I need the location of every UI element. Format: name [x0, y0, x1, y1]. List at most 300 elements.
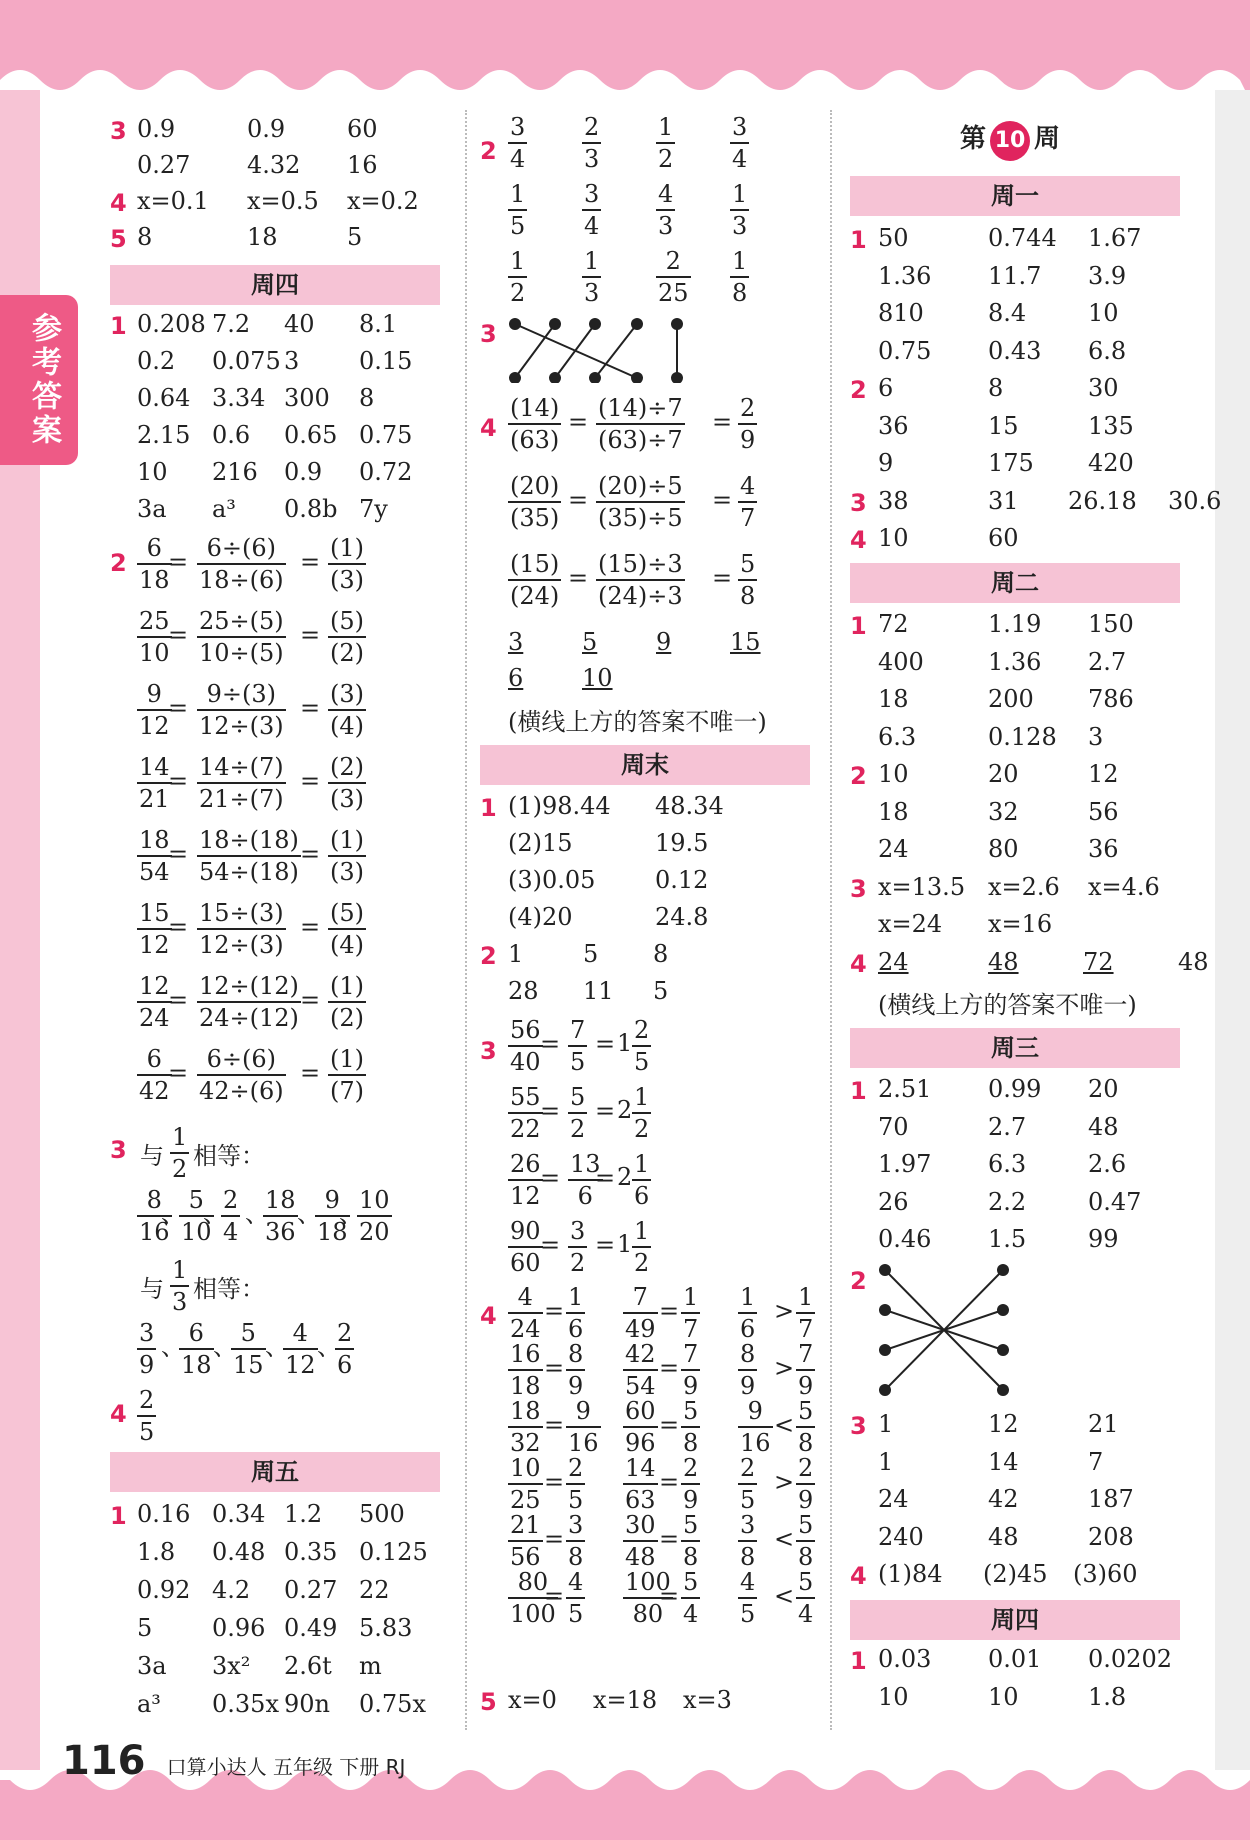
answer-value: a³ — [212, 495, 236, 523]
fraction — [796, 1282, 815, 1344]
section-header: 周四 — [110, 265, 440, 305]
answer-value: 38 — [878, 486, 909, 515]
symbol: = — [595, 1030, 616, 1058]
fraction — [566, 1510, 585, 1572]
answer-value: 0.27 — [137, 151, 191, 179]
fraction — [596, 393, 685, 455]
fraction — [508, 1082, 543, 1144]
fraction — [623, 1453, 658, 1515]
fraction — [137, 898, 172, 960]
answer-value: 0.125 — [359, 1538, 428, 1566]
answer-value: 1.67 — [1088, 224, 1142, 252]
denominator: 8 — [568, 1543, 584, 1571]
denominator: 9 — [683, 1372, 699, 1400]
numerator: 2 — [796, 1453, 815, 1485]
numerator: 5 — [681, 1396, 700, 1428]
symbol: = — [544, 1468, 565, 1496]
answer-value: 1 — [878, 1410, 894, 1438]
numerator: 1 — [582, 246, 601, 278]
numerator: 9 — [315, 1185, 350, 1217]
symbol: = — [168, 621, 189, 649]
answer-value: 28 — [508, 977, 539, 1005]
numerator: 1 — [796, 1282, 815, 1314]
answer-value: 12 — [988, 1410, 1019, 1438]
symbol: = — [168, 694, 189, 722]
fraction — [137, 752, 172, 814]
fraction — [221, 1185, 240, 1247]
denominator: 6 — [577, 1182, 593, 1210]
denominator: 22 — [510, 1115, 541, 1143]
fraction — [328, 971, 366, 1033]
answer-value: 相等： — [193, 1275, 265, 1303]
denominator: 5 — [568, 1600, 584, 1628]
symbol: = — [544, 1582, 565, 1610]
answer-value: 6.3 — [878, 722, 917, 751]
fraction — [656, 246, 691, 308]
numerator: 3 — [738, 1510, 757, 1542]
answer-value: 11 — [583, 977, 614, 1005]
denominator: 9 — [139, 1351, 155, 1379]
answer-value: 420 — [1088, 449, 1134, 477]
answer-value: 18 — [878, 797, 909, 826]
question-number: 1 — [110, 1502, 127, 1530]
answer-value: 0.16 — [137, 1500, 191, 1528]
denominator: 9 — [568, 1372, 584, 1400]
fraction — [582, 112, 601, 174]
numerator: 2 — [632, 1015, 651, 1047]
fraction — [632, 1015, 651, 1077]
answer-value: 26 — [878, 1187, 909, 1216]
week-number-badge: 10 — [990, 121, 1030, 161]
answer-value: 8.4 — [988, 299, 1027, 327]
answer-value: 0.75x — [359, 1690, 426, 1718]
numerator: 1 — [632, 1149, 651, 1181]
answer-value: 1.36 — [988, 647, 1042, 676]
denominator: 8 — [798, 1543, 814, 1571]
answer-value: 0.65 — [284, 421, 338, 449]
denominator: (2) — [330, 639, 364, 667]
answer-value: 42 — [988, 1485, 1019, 1513]
denominator: 5 — [568, 1486, 584, 1514]
answer-value: x=0.2 — [347, 187, 419, 215]
numerator: (14)÷7 — [596, 393, 685, 425]
denominator: 24 — [139, 1004, 170, 1032]
fraction — [656, 112, 675, 174]
fraction — [738, 1510, 757, 1572]
answer-value: 5 — [582, 628, 598, 656]
denominator: 54 — [139, 858, 170, 886]
denominator: 8 — [683, 1543, 699, 1571]
answer-value: 208 — [1088, 1522, 1134, 1551]
numerator: (5) — [328, 606, 366, 638]
fraction — [738, 1453, 757, 1515]
denominator: 4 — [510, 145, 526, 173]
symbol: < — [774, 1525, 795, 1553]
fraction — [328, 679, 366, 741]
denominator: 10 — [139, 639, 170, 667]
answer-value: 48 — [1088, 1112, 1119, 1141]
denominator: 16 — [139, 1218, 170, 1246]
symbol: = — [300, 548, 321, 576]
answer-value: 48.34 — [655, 792, 724, 820]
denominator: (3) — [330, 858, 364, 886]
numerator: 100 — [623, 1567, 673, 1599]
answer-value: 26.18 — [1068, 486, 1137, 515]
answer-value: 187 — [1088, 1485, 1134, 1513]
numerator: 1 — [566, 1282, 585, 1314]
denominator: 54 — [625, 1372, 656, 1400]
question-number: 3 — [110, 117, 127, 145]
numerator: 2 — [656, 246, 691, 278]
answer-value: 2.6 — [1088, 1150, 1127, 1178]
denominator: 5 — [740, 1486, 756, 1514]
denominator: 3 — [732, 212, 748, 240]
numerator: 5 — [231, 1318, 266, 1350]
answer-value: 1 — [617, 1230, 633, 1258]
question-number: 3 — [850, 1412, 867, 1440]
answer-value: 24 — [878, 947, 909, 976]
numerator: 6 — [179, 1318, 214, 1350]
answer-value: 48 — [1178, 947, 1209, 976]
side-tab-answers: 参考答案 — [0, 295, 78, 465]
answer-value: 99 — [1088, 1225, 1119, 1253]
answer-value: 12 — [1088, 760, 1119, 788]
denominator: 10 — [181, 1218, 212, 1246]
answer-value: 0.64 — [137, 384, 191, 412]
denominator: 4 — [732, 145, 748, 173]
denominator: 25 — [510, 1486, 541, 1514]
denominator: 3 — [658, 212, 674, 240]
answer-value: 500 — [359, 1500, 405, 1528]
answer-value: 24 — [878, 1485, 909, 1513]
numerator: 15 — [137, 898, 172, 930]
numerator: 6÷(6) — [197, 533, 286, 565]
denominator: 5 — [740, 1600, 756, 1628]
symbol: = — [540, 1097, 561, 1125]
match-dot — [549, 318, 561, 330]
numerator: 3 — [566, 1510, 585, 1542]
answer-value: 50 — [878, 224, 909, 252]
symbol: 、 — [213, 1333, 237, 1361]
fraction — [197, 533, 286, 595]
fraction — [283, 1318, 318, 1380]
symbol: = — [300, 694, 321, 722]
question-number: 5 — [480, 1688, 497, 1716]
numerator: 1 — [508, 246, 527, 278]
answer-value: 11.7 — [988, 261, 1042, 290]
answer-value: 0.27 — [284, 1576, 338, 1604]
denominator: 5 — [139, 1418, 155, 1446]
question-number: 2 — [850, 376, 867, 404]
denominator: 2 — [634, 1249, 650, 1277]
denominator: 4 — [683, 1600, 699, 1628]
answer-value: 0.8b — [284, 495, 338, 523]
denominator: 4 — [798, 1600, 814, 1628]
denominator: 6 — [634, 1182, 650, 1210]
answer-value: 200 — [988, 685, 1034, 713]
fraction — [582, 246, 601, 308]
numerator: 9 — [137, 679, 172, 711]
denominator: 8 — [798, 1429, 814, 1457]
denominator: 16 — [740, 1429, 771, 1457]
fraction — [738, 1567, 757, 1629]
numerator: 10 — [357, 1185, 392, 1217]
answer-value: 9 — [878, 449, 894, 477]
fraction — [596, 471, 685, 533]
denominator: 5 — [634, 1048, 650, 1076]
denominator: (63) — [510, 426, 560, 454]
denominator: 40 — [510, 1048, 541, 1076]
symbol: = — [659, 1525, 680, 1553]
denominator: 9 — [740, 1372, 756, 1400]
column-divider — [465, 110, 467, 1730]
answer-value: 9 — [656, 628, 672, 656]
answer-value: 5 — [653, 977, 669, 1005]
fraction — [170, 1255, 189, 1317]
numerator: 1 — [738, 1282, 757, 1314]
question-number: 1 — [480, 794, 497, 822]
answer-value: 6.8 — [1088, 336, 1127, 365]
fraction — [197, 1044, 286, 1106]
answer-value: 7.2 — [212, 310, 251, 338]
symbol: = — [168, 986, 189, 1014]
fraction — [623, 1339, 658, 1401]
numerator: 5 — [796, 1510, 815, 1542]
section-header: 周三 — [850, 1028, 1180, 1068]
symbol: = — [659, 1468, 680, 1496]
answer-value: (4)20 — [508, 903, 573, 931]
question-number: 2 — [480, 942, 497, 970]
answer-value: 2 — [617, 1096, 633, 1124]
question-number: 2 — [850, 762, 867, 790]
numerator: 8 — [137, 1185, 172, 1217]
answer-value: 300 — [284, 384, 330, 412]
fraction — [623, 1396, 658, 1458]
answer-value: 0.075 — [212, 347, 281, 375]
answer-value: 1 — [617, 1029, 633, 1057]
symbol: < — [774, 1582, 795, 1610]
numerator: 8 — [738, 1339, 757, 1371]
denominator: 48 — [625, 1543, 656, 1571]
numerator: (14) — [508, 393, 561, 425]
answer-value: 0.9 — [137, 115, 176, 143]
fraction — [137, 533, 172, 595]
answer-value: 1.8 — [1088, 1682, 1127, 1711]
answer-value: 8 — [653, 940, 669, 968]
fraction — [328, 898, 366, 960]
numerator: 4 — [738, 1567, 757, 1599]
symbol: = — [544, 1411, 565, 1439]
symbol: = — [659, 1411, 680, 1439]
question-number: 2 — [850, 1267, 867, 1295]
answer-value: x=3 — [683, 1686, 732, 1714]
question-number: 1 — [850, 226, 867, 254]
fraction — [197, 679, 286, 741]
match-dot — [879, 1304, 891, 1316]
answer-value: 0.47 — [1088, 1187, 1142, 1216]
matching-diagram — [505, 318, 695, 383]
fraction — [137, 1044, 172, 1106]
fraction — [179, 1318, 214, 1380]
answer-value: (2)15 — [508, 829, 573, 857]
answer-value: (3)60 — [1073, 1560, 1138, 1588]
denominator: (24)÷3 — [598, 582, 683, 610]
answer-value: 10 — [988, 1682, 1019, 1711]
numerator: (15)÷3 — [596, 549, 685, 581]
symbol: = — [540, 1030, 561, 1058]
fraction — [738, 471, 757, 533]
answer-value: 7 — [1088, 1447, 1104, 1476]
denominator: 3 — [584, 279, 600, 307]
symbol: = — [659, 1582, 680, 1610]
week-suffix: 周 — [1034, 124, 1061, 154]
denominator: (3) — [330, 785, 364, 813]
answer-value: 0.6 — [212, 421, 251, 449]
answer-value: 3.9 — [1088, 261, 1127, 290]
answer-value: 18 — [247, 223, 278, 251]
fraction — [328, 1044, 366, 1106]
fraction — [197, 971, 301, 1033]
answer-value: 0.01 — [988, 1645, 1042, 1673]
page-number: 116 — [62, 1738, 146, 1784]
numerator: 1 — [170, 1122, 189, 1154]
denominator: 6 — [568, 1315, 584, 1343]
numerator: 1 — [632, 1216, 651, 1248]
answer-value: 3x² — [212, 1652, 251, 1680]
denominator: 24÷(12) — [199, 1004, 299, 1032]
numerator: 12 — [137, 971, 172, 1003]
answer-value: 240 — [878, 1522, 924, 1551]
answer-value: 相等： — [193, 1142, 265, 1170]
numerator: 25÷(5) — [197, 606, 286, 638]
match-dot — [879, 1264, 891, 1276]
denominator: 18÷(6) — [199, 566, 284, 594]
answer-value: 0.15 — [359, 347, 413, 375]
numerator: 15÷(3) — [197, 898, 286, 930]
answer-value: 0.0202 — [1088, 1645, 1172, 1673]
symbol: > — [774, 1354, 795, 1382]
numerator: 80 — [508, 1567, 558, 1599]
denominator: 42 — [139, 1077, 170, 1105]
numerator: (20) — [508, 471, 561, 503]
numerator: 1 — [730, 246, 749, 278]
numerator: 30 — [623, 1510, 658, 1542]
fraction — [632, 1082, 651, 1144]
fraction — [508, 112, 527, 174]
fraction — [508, 1149, 543, 1211]
denominator: 9 — [683, 1486, 699, 1514]
answer-value: 4.2 — [212, 1576, 251, 1604]
numerator: 6 — [137, 533, 172, 565]
denominator: 20 — [359, 1218, 390, 1246]
symbol: = — [540, 1164, 561, 1192]
numerator: 14÷(7) — [197, 752, 286, 784]
numerator: 60 — [623, 1396, 658, 1428]
symbol: = — [168, 840, 189, 868]
fraction — [681, 1510, 700, 1572]
fraction — [632, 1216, 651, 1278]
numerator: 4 — [738, 471, 757, 503]
answer-value: 2.7 — [1088, 647, 1127, 676]
symbol: 、 — [161, 1333, 185, 1361]
numerator: 5 — [738, 549, 757, 581]
answer-value: 2.6t — [284, 1652, 332, 1680]
symbol: = — [544, 1297, 565, 1325]
symbol: = — [659, 1354, 680, 1382]
note: (横线上方的答案不唯一) — [508, 708, 767, 736]
fraction — [328, 825, 366, 887]
fraction — [566, 1396, 601, 1458]
answer-value: (1)98.44 — [508, 792, 611, 820]
symbol: 、 — [203, 1200, 227, 1228]
answer-value: 400 — [878, 647, 924, 676]
answer-value: 216 — [212, 458, 258, 486]
denominator: (2) — [330, 1004, 364, 1032]
top-wave-decoration — [0, 60, 1250, 100]
fraction — [197, 825, 301, 887]
answer-value: 0.9 — [247, 115, 286, 143]
fraction — [656, 179, 675, 241]
denominator: 18 — [317, 1218, 348, 1246]
answer-value: 810 — [878, 299, 924, 327]
question-number: 1 — [850, 1077, 867, 1105]
numerator: 18 — [137, 825, 172, 857]
fraction — [328, 606, 366, 668]
answer-value: 5 — [347, 223, 363, 251]
denominator: 36 — [265, 1218, 296, 1246]
denominator: 96 — [625, 1429, 656, 1457]
answer-value: 32 — [988, 797, 1019, 826]
numerator: 7 — [623, 1282, 658, 1314]
answer-value: 0.34 — [212, 1500, 266, 1528]
answer-value: 5.83 — [359, 1614, 413, 1642]
answer-value: a³ — [137, 1690, 161, 1718]
numerator: 14 — [623, 1453, 658, 1485]
fraction — [596, 549, 685, 611]
denominator: 12÷(3) — [199, 931, 284, 959]
numerator: 26 — [508, 1149, 543, 1181]
answer-value: 7y — [359, 495, 388, 523]
fraction — [566, 1567, 585, 1629]
fraction — [738, 549, 757, 611]
answer-value: 15 — [730, 628, 761, 656]
answer-value: x=16 — [988, 910, 1053, 938]
numerator: (2) — [328, 752, 366, 784]
answer-value: 1.5 — [988, 1225, 1027, 1253]
answer-value: 36 — [1088, 835, 1119, 863]
denominator: 2 — [658, 145, 674, 173]
week-prefix: 第 — [960, 124, 987, 154]
symbol: = — [300, 767, 321, 795]
answer-value: 135 — [1088, 411, 1134, 440]
question-number: 3 — [850, 874, 867, 903]
answer-value: 10 — [1088, 299, 1119, 327]
numerator: 2 — [681, 1453, 700, 1485]
fraction — [623, 1510, 658, 1572]
symbol: = — [168, 1059, 189, 1087]
fraction — [508, 393, 561, 455]
denominator: 10÷(5) — [199, 639, 284, 667]
numerator: 18 — [508, 1396, 543, 1428]
numerator: (5) — [328, 898, 366, 930]
fraction — [508, 1396, 543, 1458]
question-number: 2 — [480, 137, 497, 165]
right-margin — [1215, 90, 1250, 1770]
numerator: 3 — [137, 1318, 156, 1350]
fraction — [508, 179, 527, 241]
match-dot — [997, 1304, 1009, 1316]
fraction — [796, 1510, 815, 1572]
